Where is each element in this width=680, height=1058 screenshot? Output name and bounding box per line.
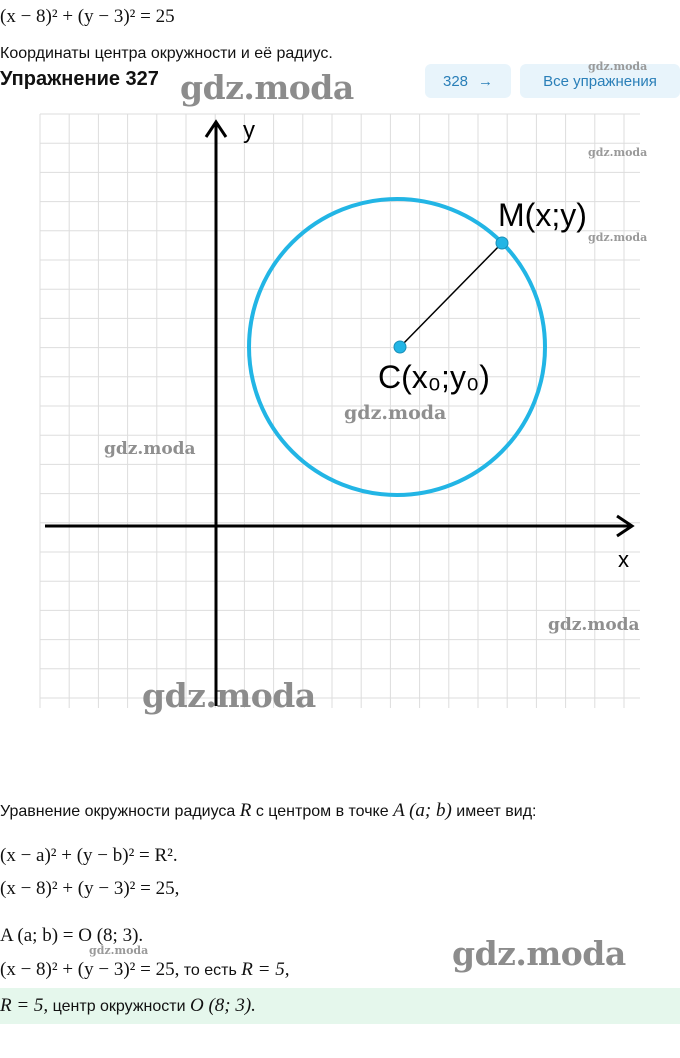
intro-r: R xyxy=(239,800,252,821)
watermark: gdz.moda xyxy=(588,231,648,244)
point-m-label: M(x;y) xyxy=(498,197,587,233)
radius-equation: (x − 8)² + (y − 3)² = 25, xyxy=(0,959,180,980)
watermark: gdz.moda xyxy=(104,439,196,459)
next-exercise-label: 328 xyxy=(442,72,469,90)
intro-point: A (a; b) xyxy=(393,800,452,821)
page-title: Упражнение 327 xyxy=(0,68,159,90)
point-c-label: C(x₀;y₀) xyxy=(378,359,490,395)
all-exercises-label: Все упражнения xyxy=(543,72,657,90)
watermark: gdz.moda xyxy=(142,676,316,715)
y-axis-label: y xyxy=(243,117,255,144)
subtitle: Координаты центра окружности и её радиус. xyxy=(0,45,333,62)
radius-value: R = 5, xyxy=(241,959,290,980)
specific-equation: (x − 8)² + (y − 3)² = 25, xyxy=(0,878,180,899)
point-c xyxy=(394,341,406,353)
watermark: gdz.moda xyxy=(344,402,447,424)
radius-text: то есть xyxy=(183,962,237,979)
watermark: gdz.moda xyxy=(452,934,626,973)
intro-suffix: имеет вид: xyxy=(456,803,537,820)
watermark: gdz.moda xyxy=(588,146,648,159)
answer-line xyxy=(0,996,256,1016)
watermark: gdz.moda xyxy=(89,944,149,957)
x-axis-label: x xyxy=(618,547,629,572)
watermark: gdz.moda xyxy=(548,615,640,635)
intro-prefix: Уравнение окружности радиуса xyxy=(0,803,236,820)
point-m xyxy=(496,237,508,249)
radius-line xyxy=(0,960,289,980)
center-equation: A (a; b) = O (8; 3). xyxy=(0,925,144,946)
answer-text: центр окружности xyxy=(52,998,186,1015)
answer-r: R = 5, xyxy=(0,995,49,1016)
top-equation-text: (x − 8)² + (y − 3)² = 25 xyxy=(0,6,175,27)
general-equation: (x − a)² + (y − b)² = R². xyxy=(0,845,178,866)
watermark: gdz.moda xyxy=(588,60,648,73)
radius-segment xyxy=(400,243,502,347)
arrow-right-icon: → xyxy=(478,72,494,90)
answer-center: O (8; 3). xyxy=(189,995,256,1016)
intro-middle: с центром в точке xyxy=(255,803,389,820)
solution-intro xyxy=(0,801,537,821)
watermark: gdz.moda xyxy=(180,68,354,107)
